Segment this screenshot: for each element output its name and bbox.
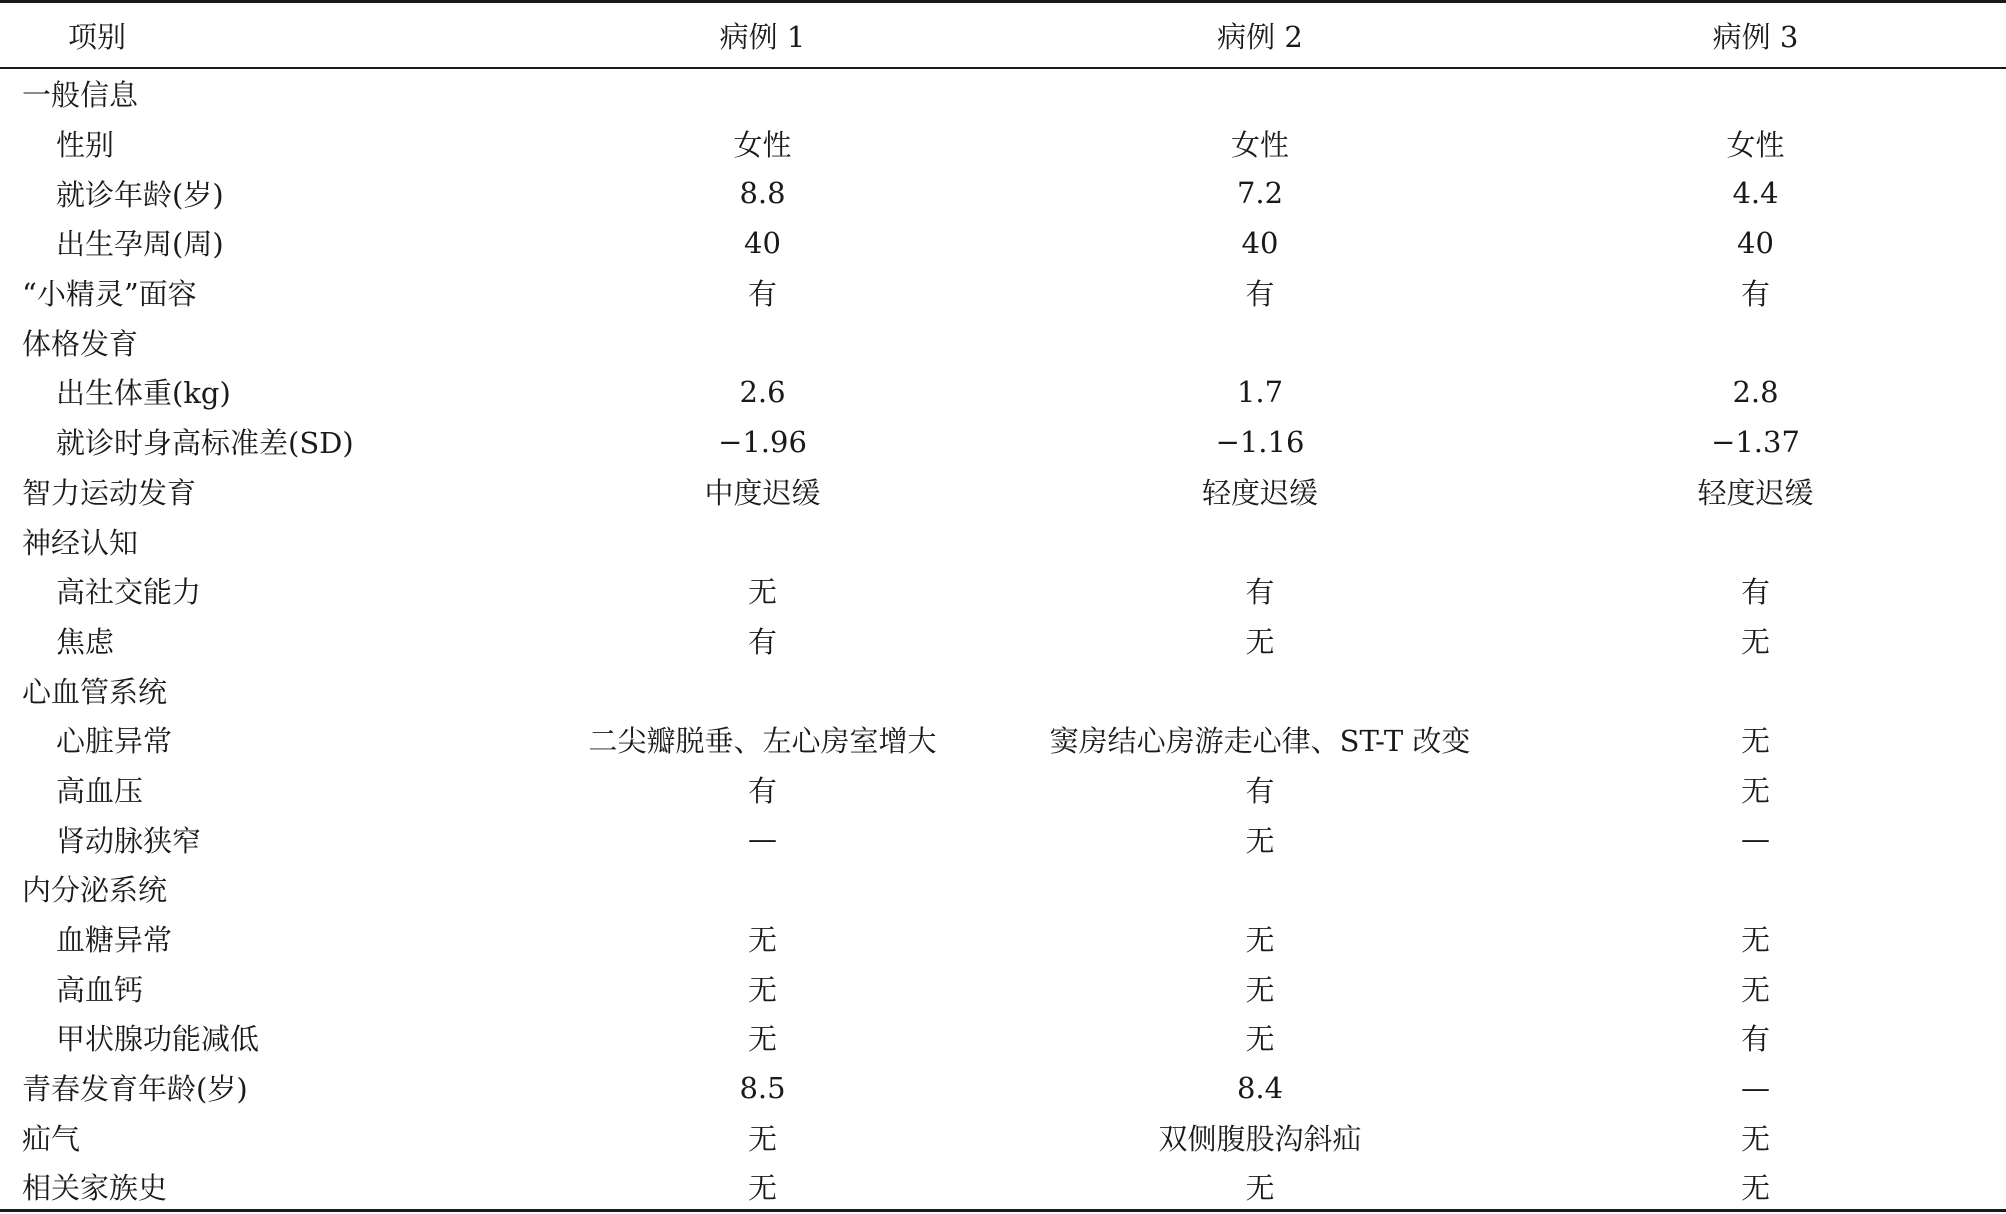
row-label: 智力运动发育 bbox=[22, 475, 197, 510]
row-label: 就诊年龄(岁) bbox=[56, 177, 224, 212]
case-1-value: 女性 bbox=[733, 128, 792, 163]
row-label: 肾动脉狭窄 bbox=[56, 823, 202, 858]
case-1-value: 二尖瓣脱垂、左心房室增大 bbox=[588, 724, 937, 759]
case-1-value: 无 bbox=[747, 972, 777, 1007]
case-3-value: 40 bbox=[1737, 225, 1774, 260]
case-3-value: 有 bbox=[1740, 1022, 1770, 1057]
case-3-value: 无 bbox=[1740, 724, 1770, 759]
case-3-value: 有 bbox=[1740, 575, 1770, 610]
table-row bbox=[0, 168, 2006, 218]
row-label: 高血压 bbox=[56, 773, 144, 808]
case-3-value: 无 bbox=[1740, 1121, 1770, 1156]
case-3-value: 无 bbox=[1740, 972, 1770, 1007]
case-1-value: 有 bbox=[747, 277, 777, 312]
case-1-value: 无 bbox=[747, 1171, 777, 1206]
table-bottom-rule bbox=[0, 1209, 2006, 1212]
case-3-value: 无 bbox=[1740, 624, 1770, 659]
case-2-value: 女性 bbox=[1230, 128, 1289, 163]
row-label: 体格发育 bbox=[22, 326, 139, 361]
table-row bbox=[0, 715, 2006, 765]
case-2-value: 无 bbox=[1245, 1171, 1275, 1206]
case-1-value: 无 bbox=[747, 575, 777, 610]
case-1-value: 2.6 bbox=[739, 374, 786, 409]
row-label: 高社交能力 bbox=[56, 575, 202, 610]
case-2-value: 7.2 bbox=[1236, 176, 1284, 211]
row-label: 出生孕周(周) bbox=[56, 227, 224, 262]
case-3-value: — bbox=[1741, 822, 1770, 857]
row-label: 甲状腺功能减低 bbox=[56, 1022, 260, 1057]
header-item: 项别 bbox=[68, 19, 127, 54]
table-row bbox=[0, 1112, 2006, 1162]
table-row bbox=[0, 566, 2006, 616]
header-case-3: 病例 3 bbox=[1712, 19, 1799, 54]
case-2-value: 轻度迟缓 bbox=[1201, 475, 1318, 510]
row-label: 出生体重(kg) bbox=[56, 376, 231, 411]
table-row bbox=[0, 1063, 2006, 1113]
table-header-row bbox=[0, 3, 2006, 67]
table-row bbox=[0, 69, 2006, 119]
row-label: 血糖异常 bbox=[56, 923, 173, 958]
case-3-value: 4.4 bbox=[1732, 176, 1779, 211]
case-1-value: −1.96 bbox=[718, 424, 807, 459]
table-row bbox=[0, 119, 2006, 169]
row-label: 内分泌系统 bbox=[22, 873, 168, 908]
case-2-value: 有 bbox=[1245, 277, 1275, 312]
row-label: 青春发育年龄(岁) bbox=[22, 1072, 248, 1107]
case-1-value: 有 bbox=[747, 624, 777, 659]
case-1-value: 无 bbox=[747, 923, 777, 958]
case-1-value: 无 bbox=[747, 1121, 777, 1156]
case-2-value: 无 bbox=[1245, 1022, 1275, 1057]
table-row bbox=[0, 616, 2006, 666]
table-row bbox=[0, 963, 2006, 1013]
case-1-value: 8.5 bbox=[739, 1070, 786, 1105]
row-label: 高血钙 bbox=[56, 972, 144, 1007]
case-2-value: 无 bbox=[1245, 823, 1275, 858]
table-body bbox=[0, 69, 2006, 1212]
case-1-value: 40 bbox=[744, 225, 781, 260]
case-2-value: 8.4 bbox=[1236, 1070, 1284, 1105]
case-1-value: 8.8 bbox=[739, 176, 786, 211]
case-1-value: — bbox=[748, 822, 777, 857]
case-2-value: 有 bbox=[1245, 773, 1275, 808]
case-3-value: 轻度迟缓 bbox=[1697, 475, 1814, 510]
case-2-value: 无 bbox=[1245, 972, 1275, 1007]
row-label: 神经认知 bbox=[22, 525, 139, 560]
case-3-value: −1.37 bbox=[1711, 424, 1800, 459]
row-label: 焦虑 bbox=[56, 624, 115, 659]
row-label: 一般信息 bbox=[22, 78, 139, 113]
case-3-value: — bbox=[1741, 1070, 1770, 1105]
row-label: 疝气 bbox=[22, 1121, 81, 1156]
case-2-value: 有 bbox=[1245, 575, 1275, 610]
case-1-value: 有 bbox=[747, 773, 777, 808]
table-row bbox=[0, 1013, 2006, 1063]
table-row bbox=[0, 765, 2006, 815]
header-case-2: 病例 2 bbox=[1217, 19, 1303, 54]
table-row bbox=[0, 1162, 2006, 1212]
table-row bbox=[0, 317, 2006, 367]
row-label: 心脏异常 bbox=[56, 724, 173, 759]
case-3-value: 女性 bbox=[1726, 128, 1785, 163]
header-case-1: 病例 1 bbox=[719, 19, 806, 54]
row-label: 就诊时身高标准差(SD) bbox=[56, 426, 354, 461]
case-3-value: 无 bbox=[1740, 1171, 1770, 1206]
table-row bbox=[0, 914, 2006, 964]
case-3-value: 无 bbox=[1740, 773, 1770, 808]
table-row bbox=[0, 417, 2006, 467]
case-1-value: 中度迟缓 bbox=[704, 475, 821, 510]
case-1-value: 无 bbox=[747, 1022, 777, 1057]
case-2-value: 1.7 bbox=[1236, 374, 1284, 409]
case-3-value: 2.8 bbox=[1732, 374, 1779, 409]
table-row bbox=[0, 268, 2006, 318]
row-label: 性别 bbox=[56, 128, 115, 163]
table-row bbox=[0, 864, 2006, 914]
table-row bbox=[0, 814, 2006, 864]
case-2-value: 无 bbox=[1245, 923, 1275, 958]
table-row bbox=[0, 367, 2006, 417]
row-label: “小精灵”面容 bbox=[22, 277, 197, 312]
case-3-value: 无 bbox=[1740, 923, 1770, 958]
table-row bbox=[0, 218, 2006, 268]
case-2-value: 40 bbox=[1241, 225, 1279, 260]
table-row bbox=[0, 665, 2006, 715]
case-2-value: 无 bbox=[1245, 624, 1275, 659]
table-row bbox=[0, 516, 2006, 566]
case-2-value: 窦房结心房游走心律、ST-T 改变 bbox=[1049, 724, 1471, 759]
case-2-value: −1.16 bbox=[1215, 424, 1305, 459]
row-label: 心血管系统 bbox=[22, 674, 168, 709]
case-2-value: 双侧腹股沟斜疝 bbox=[1158, 1121, 1362, 1156]
table-row bbox=[0, 467, 2006, 517]
row-label: 相关家族史 bbox=[22, 1171, 168, 1206]
case-3-value: 有 bbox=[1740, 277, 1770, 312]
